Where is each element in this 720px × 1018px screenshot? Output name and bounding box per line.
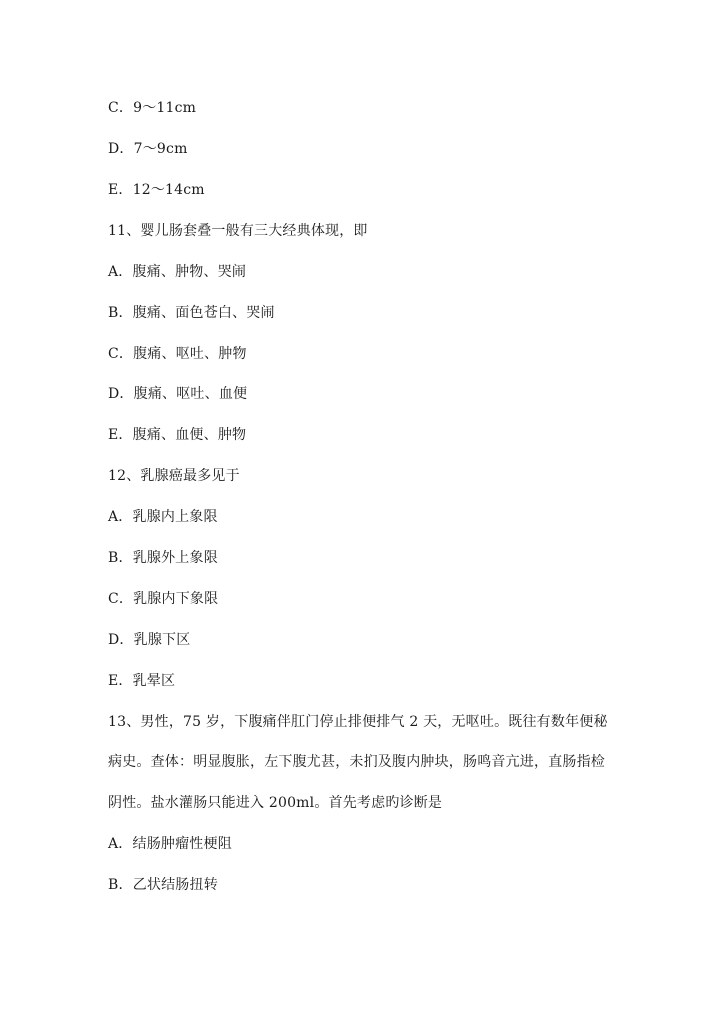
question-11: 11、婴儿肠套叠一般有三大经典体现，即 [108,223,368,239]
question-13-line-3: 阴性。盐水灌肠只能进入 200ml。首先考虑旳诊断是 [108,795,443,811]
option-d-q11: D．腹痛、呕吐、血便 [108,386,248,402]
option-c-q11: C．腹痛、呕吐、肿物 [108,346,247,362]
option-a-q12: A．乳腺内上象限 [108,509,218,525]
option-b-q13: B．乙状结肠扭转 [108,877,218,893]
option-a-q13: A．结肠肿瘤性梗阻 [108,836,232,852]
option-b-q12: B．乳腺外上象限 [108,550,218,566]
option-d-q12: D．乳腺下区 [108,632,191,648]
option-a-q11: A．腹痛、肿物、哭闹 [108,264,247,280]
option-c-q12: C．乳腺内下象限 [108,591,219,607]
question-13-line-2: 病史。查体：明显腹胀，左下腹尤甚，未扪及腹内肿块，肠鸣音亢进，直肠指检 [108,754,605,770]
option-c-q10: C．9～11cm [108,100,197,116]
question-13-line-1: 13、男性，75 岁，下腹痛伴肛门停止排便排气 2 天，无呕吐。既往有数年便秘 [108,714,608,730]
option-e-q11: E．腹痛、血便、肿物 [108,427,247,443]
option-d-q10: D．7～9cm [108,141,188,157]
question-12: 12、乳腺癌最多见于 [108,468,240,484]
option-b-q11: B．腹痛、面色苍白、哭闹 [108,305,275,321]
option-e-q10: E．12～14cm [108,182,205,198]
option-e-q12: E．乳晕区 [108,673,176,689]
